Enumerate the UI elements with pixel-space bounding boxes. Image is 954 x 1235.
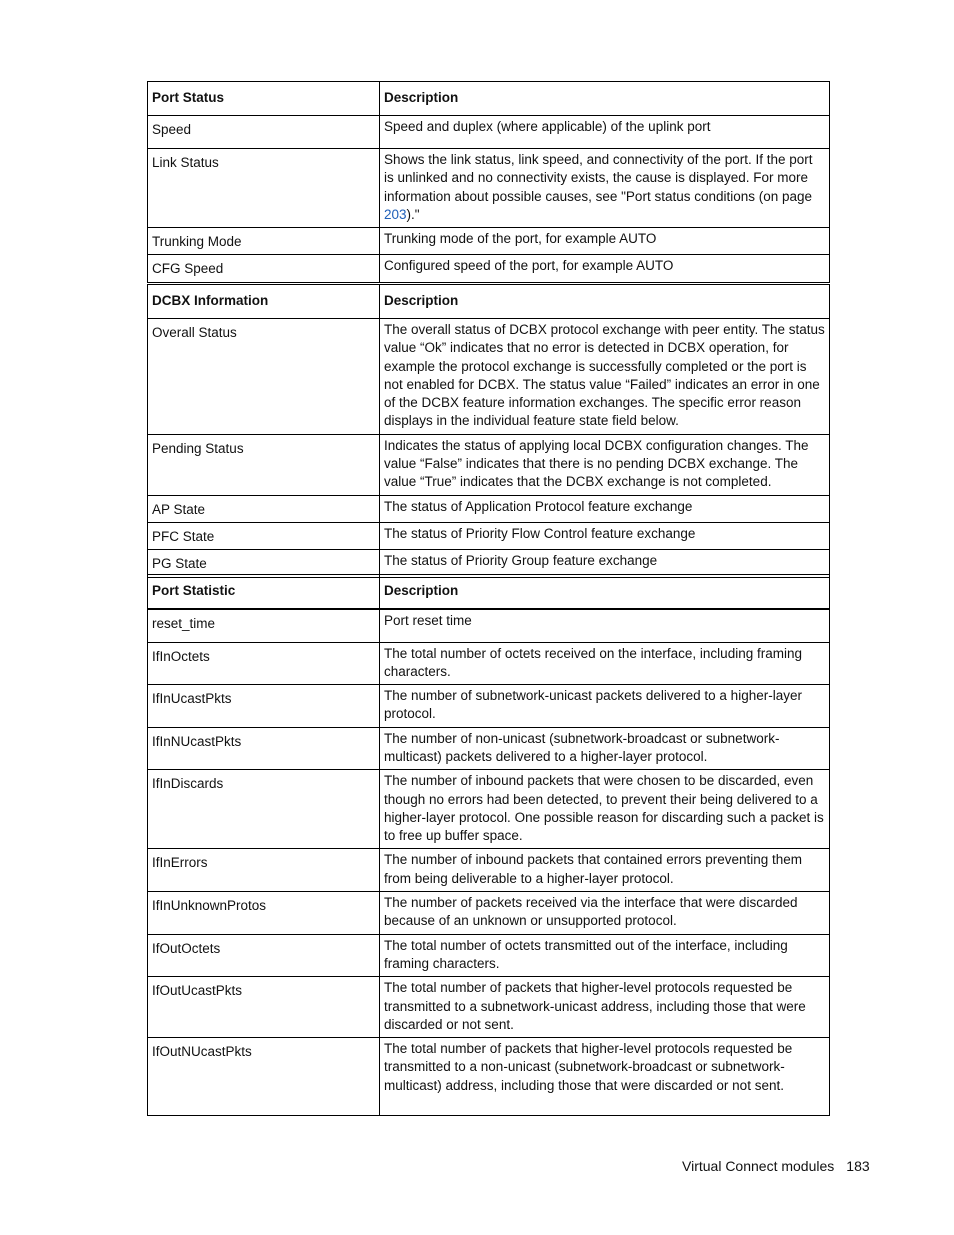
table-row [148,685,830,728]
row-label: IfOutNUcastPkts [148,1038,380,1116]
row-label: IfOutUcastPkts [148,977,380,1038]
column-header: Description [380,285,830,319]
table-row [148,319,830,435]
column-header: DCBX Information [148,285,380,319]
table-row [148,849,830,892]
row-label: IfInUcastPkts [148,685,380,728]
row-description: The status of Application Protocol feature exchange [380,495,830,522]
row-label: IfInOctets [148,642,380,685]
row-description: The number of subnetwork-unicast packets delivered to a higher-layer protocol. [380,685,830,728]
row-description: Trunking mode of the port, for example AUTO [380,228,830,255]
table-row [148,434,830,495]
table-row [148,495,830,522]
row-label: Trunking Mode [148,228,380,255]
column-header: Port Statistic [148,575,380,610]
row-description: The total number of octets received on the interface, including framing characters. [380,642,830,685]
row-label: CFG Speed [148,255,380,282]
port-status-table [147,81,830,283]
row-description: Configured speed of the port, for example AUTO [380,255,830,282]
page-footer [682,1158,870,1174]
description-text: Shows the link status, link speed, and connectivity of the port. If the port is unlinked and no connectivity exists, the cause is displayed. For more information about possible causes, see "Port status conditions (on page [384,152,813,204]
page-reference-link[interactable]: 203 [384,206,407,222]
table-row [148,727,830,770]
table-row [148,522,830,549]
table-header-row [148,285,830,319]
page-number: 183 [846,1158,870,1174]
description-text-end: )." [406,206,420,222]
row-label: IfInNUcastPkts [148,727,380,770]
row-label: Link Status [148,149,380,228]
row-description: The number of non-unicast (subnetwork-broadcast or subnetwork-multicast) packets delivered to a higher-layer protocol. [380,727,830,770]
row-label: IfOutOctets [148,934,380,977]
row-label: Pending Status [148,434,380,495]
table-row [148,934,830,977]
row-label: IfInDiscards [148,770,380,849]
row-description: The number of inbound packets that contained errors preventing them from being deliverable to a higher-layer protocol. [380,849,830,892]
table-row [148,1038,830,1116]
footer-section-title: Virtual Connect modules [682,1158,835,1174]
row-description: The status of Priority Flow Control feature exchange [380,522,830,549]
table-row [148,228,830,255]
row-label: IfInErrors [148,849,380,892]
row-label: AP State [148,495,380,522]
column-header: Description [380,82,830,116]
row-label: IfInUnknownProtos [148,892,380,935]
table-row [148,770,830,849]
table-row [148,609,830,642]
row-label: PG State [148,550,380,577]
dcbx-information-table [147,284,830,578]
row-description: The total number of packets that higher-level protocols requested be transmitted to a subnetwork-unicast address, including those that were discarded or not sent. [380,977,830,1038]
row-description: Port reset time [380,609,830,642]
row-label: Speed [148,116,380,149]
row-label: reset_time [148,609,380,642]
table-header-row [148,575,830,610]
row-label: PFC State [148,522,380,549]
table-row [148,255,830,282]
row-description: The status of Priority Group feature exchange [380,550,830,577]
row-description: The overall status of DCBX protocol exchange with peer entity. The status value “Ok” indicates that no error is detected in DCBX operation, for example the protocol exchange is successfully completed or the port is not enabled for DCBX. The status value “Failed” indicates an error in one of the DCBX feature information exchanges. The specific error reason displays in the individual feature state field below. [380,319,830,435]
row-description: Speed and duplex (where applicable) of the uplink port [380,116,830,149]
port-statistic-table [147,574,830,1116]
table-row [148,977,830,1038]
row-description [380,149,830,228]
row-description: The total number of octets transmitted out of the interface, including framing characters. [380,934,830,977]
table-header-row [148,82,830,116]
column-header: Port Status [148,82,380,116]
table-row [148,892,830,935]
row-description: The number of packets received via the interface that were discarded because of an unknown or unsupported protocol. [380,892,830,935]
row-label: Overall Status [148,319,380,435]
column-header: Description [380,575,830,610]
table-row [148,642,830,685]
table-row [148,116,830,149]
table-row [148,149,830,228]
row-description: Indicates the status of applying local DCBX configuration changes. The value “False” indicates that there is no pending DCBX exchange. The value “True” indicates that the DCBX exchange is not completed. [380,434,830,495]
row-description: The total number of packets that higher-level protocols requested be transmitted to a non-unicast (subnetwork-broadcast or subnetwork-multicast) address, including those that were discarded or not sent. [380,1038,830,1116]
row-description: The number of inbound packets that were chosen to be discarded, even though no errors had been detected, to prevent their being delivered to a higher-layer protocol. One possible reason for discarding such a packet is to free up buffer space. [380,770,830,849]
table-row [148,550,830,577]
